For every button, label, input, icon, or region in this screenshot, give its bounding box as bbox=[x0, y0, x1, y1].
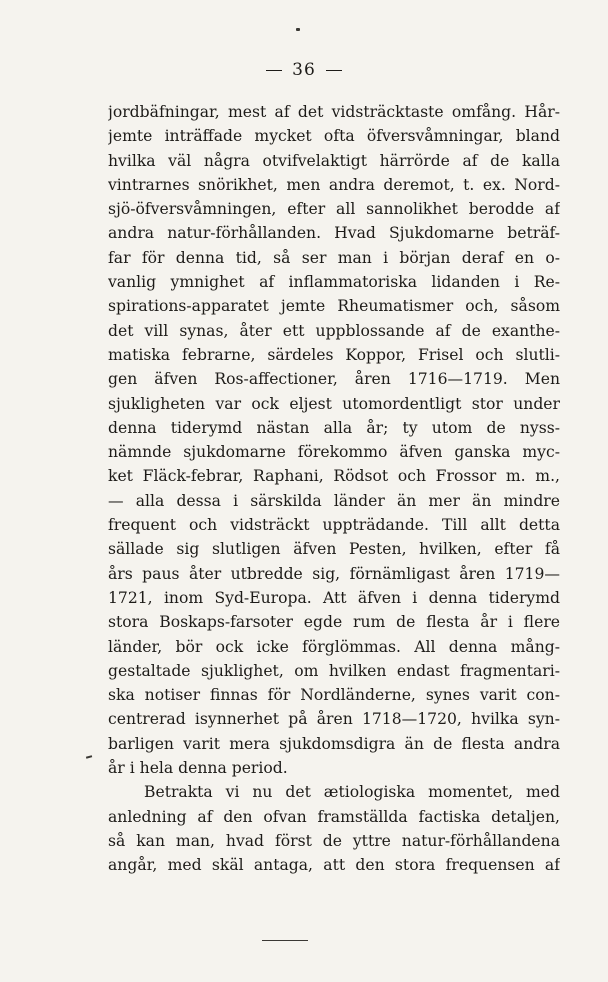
text-line: länder, bör ock icke förglömmas. All denna mång- bbox=[108, 637, 560, 656]
text-line: barligen varit mera sjukdomsdigra än de flesta andra bbox=[108, 734, 560, 753]
text-line: centrerad isynnerhet på åren 1718—1720, hvilka syn- bbox=[108, 710, 560, 729]
text-line: stora Boskaps-farsoter egde rum de flesta år i flere bbox=[108, 613, 560, 632]
print-speck bbox=[296, 28, 300, 31]
text-line: sjö-öfversvåmningen, efter all sannolikhet berodde af bbox=[108, 200, 560, 219]
text-line: vintrarnes snörikhet, men andra deremot, t. ex. Nord- bbox=[108, 175, 560, 194]
text-line: frequent och vidsträckt uppträdande. Till allt detta bbox=[108, 516, 560, 535]
margin-mark bbox=[86, 755, 92, 758]
text-line: sjukligheten var ock eljest utomordentligt stor under bbox=[108, 394, 560, 413]
text-line: matiska febrarne, särdeles Koppor, Frisel och slutli- bbox=[108, 345, 560, 364]
header-dash-left bbox=[266, 70, 282, 72]
text-line: spirations-apparatet jemte Rheumatismer och, såsom bbox=[108, 297, 560, 316]
header-dash-right bbox=[326, 70, 342, 72]
text-line: så kan man, hvad först de yttre natur-förhållandena bbox=[108, 831, 560, 850]
text-line: jemte inträffade mycket ofta öfversvåmningar, bland bbox=[108, 127, 560, 146]
text-line: — alla dessa i särskilda länder än mer än mindre bbox=[108, 491, 560, 510]
text-line: 1721, inom Syd-Europa. Att äfven i denna tiderymd bbox=[108, 588, 560, 607]
text-line: sällade sig slutligen äfven Pesten, hvilken, efter få bbox=[108, 540, 560, 559]
paragraph-start-line: Betrakta vi nu det ætiologiska momentet, med bbox=[144, 783, 560, 802]
text-line: vanlig ymnighet af inflammatoriska lidanden i Re- bbox=[108, 273, 560, 292]
page-number: 36 bbox=[292, 60, 316, 80]
paragraph-end-line: år i hela denna period. bbox=[108, 759, 288, 778]
text-line: jordbäfningar, mest af det vidsträcktaste omfång. Hår- bbox=[108, 103, 560, 121]
text-line: gestaltade sjuklighet, om hvilken endast fragmentari- bbox=[108, 661, 560, 680]
text-line: ska notiser finnas för Nordländerne, synes varit con- bbox=[108, 686, 560, 705]
footer-rule bbox=[262, 940, 308, 941]
text-line: hvilka väl några otvifvelaktigt härrörde af de kalla bbox=[108, 151, 560, 170]
text-line: ket Fläck-febrar, Raphani, Rödsot och Frossor m. m., bbox=[108, 467, 560, 486]
body-text bbox=[108, 100, 560, 878]
text-line: gen äfven Ros-affectioner, åren 1716—1719. Men bbox=[108, 370, 560, 389]
text-line: andra natur-förhållanden. Hvad Sjukdomarne beträf- bbox=[108, 224, 560, 243]
page-header bbox=[0, 60, 608, 80]
text-line: angår, med skäl antaga, att den stora frequensen af bbox=[108, 856, 560, 875]
text-line: far för denna tid, så ser man i början deraf en o- bbox=[108, 248, 560, 267]
text-line: det vill synas, åter ett uppblossande af de exanthe- bbox=[108, 321, 560, 340]
text-line: nämnde sjukdomarne förekommo äfven ganska myc- bbox=[108, 443, 560, 462]
text-line: års paus åter utbredde sig, förnämligast åren 1719— bbox=[108, 564, 560, 583]
text-line: anledning af den ofvan framställda factiska detaljen, bbox=[108, 807, 560, 826]
text-line: denna tiderymd nästan alla år; ty utom de nyss- bbox=[108, 418, 560, 437]
